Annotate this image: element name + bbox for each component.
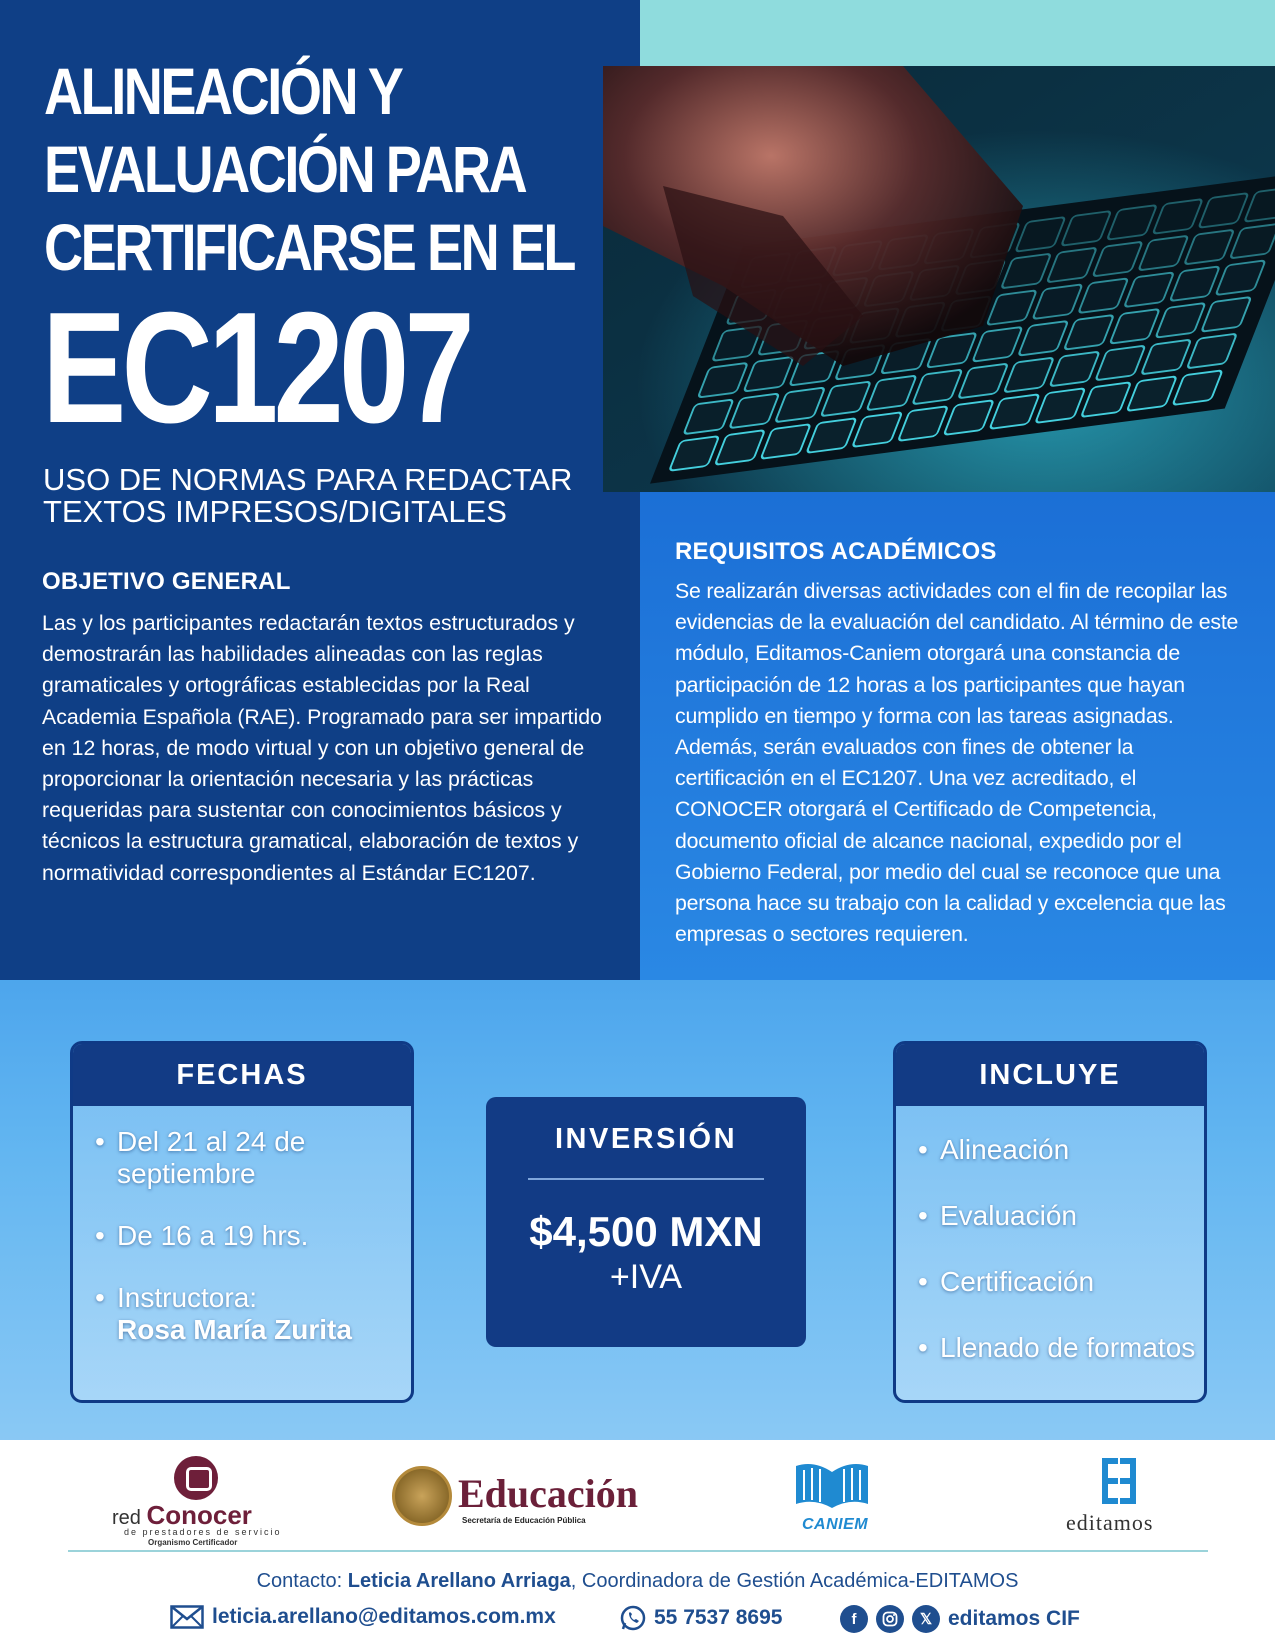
contact-person: Leticia Arellano Arriaga	[347, 1570, 571, 1592]
subtitle-line-2: TEXTOS IMPRESOS/DIGITALES	[43, 494, 507, 529]
whatsapp-icon	[620, 1605, 646, 1631]
incluye-item-alineacion: • Alineación	[918, 1134, 1204, 1166]
conocer-mark-icon	[174, 1456, 218, 1500]
instructor-name: Rosa María Zurita	[117, 1314, 352, 1345]
fechas-list	[73, 1106, 411, 1346]
requisitos-section	[675, 538, 1245, 950]
requisitos-heading: REQUISITOS ACADÉMICOS	[675, 538, 997, 565]
keyboard-illustration	[603, 66, 1275, 492]
contact-label: Contacto:	[256, 1570, 343, 1592]
footer-divider	[68, 1550, 1208, 1552]
title-line-3: CERTIFICARSE EN EL	[44, 210, 575, 284]
sep-wordmark: Educación	[458, 1471, 639, 1516]
sep-subtitle: Secretaría de Educación Pública	[462, 1516, 586, 1525]
objetivo-section	[42, 568, 602, 889]
subtitle-line-1: USO DE NORMAS PARA REDACTAR	[43, 462, 573, 497]
course-subtitle	[43, 464, 623, 528]
caniem-logo	[790, 1458, 874, 1538]
red-conocer-logo	[112, 1452, 287, 1547]
inversion-heading: INVERSIÓN	[554, 1123, 738, 1155]
teal-accent-band	[625, 0, 1275, 66]
inversion-card	[486, 1097, 806, 1347]
incluye-item-formatos: • Llenado de formatos	[918, 1332, 1204, 1364]
instructor-label: Instructora:	[117, 1282, 258, 1313]
incluye-item-evaluacion: • Evaluación	[918, 1200, 1204, 1232]
conocer-tagline: de prestadores de servicio	[124, 1527, 282, 1537]
open-book-icon	[792, 1458, 872, 1510]
national-seal-icon	[392, 1466, 452, 1526]
contact-role: , Coordinadora de Gestión Académica-EDITAMOS	[570, 1570, 1019, 1592]
objetivo-body: Las y los participantes redactarán textos estructurados y demostrarán las habilidades alineadas con las reglas gramaticales y ortográficas establecidas por la Real Academia Española (RAE). Programado para ser impartido en 12 horas, de modo virtual y con un objetivo general de proporcionar la orientación necesaria y las prácticas requeridas para sustentar con conocimientos básicos y técnicos la estructura gramatical, elaboración de textos y normatividad correspondientes al Estándar EC1207.	[42, 611, 602, 885]
keyboard-hands-photo	[603, 66, 1275, 492]
conocer-name: Conocer	[146, 1500, 252, 1530]
social-contact[interactable]	[840, 1605, 1080, 1633]
incluye-list	[896, 1106, 1204, 1364]
incluye-item-certificacion: • Certificación	[918, 1266, 1204, 1298]
email-link[interactable]: leticia.arellano@editamos.com.mx	[212, 1605, 556, 1628]
course-title	[44, 52, 604, 286]
caniem-wordmark: CANIEM	[802, 1516, 869, 1533]
conocer-tagline-2: Organismo Certificador	[148, 1538, 238, 1547]
inversion-price: $4,500 MXN	[529, 1208, 763, 1255]
facebook-icon[interactable]: f	[840, 1605, 868, 1633]
editamos-mark-icon	[1102, 1458, 1136, 1504]
sep-logo	[392, 1466, 657, 1536]
contact-details	[170, 1605, 1110, 1639]
instagram-icon[interactable]	[876, 1605, 904, 1633]
inversion-tax: +IVA	[609, 1258, 683, 1296]
standard-code: EC1207	[42, 280, 470, 456]
contact-line	[0, 1570, 1275, 1593]
fechas-heading: FECHAS	[73, 1044, 411, 1106]
social-handle[interactable]: editamos CIF	[948, 1607, 1080, 1630]
title-line-2: EVALUACIÓN PARA	[44, 132, 526, 206]
conocer-prefix: red	[112, 1507, 141, 1529]
editamos-wordmark: editamos	[1066, 1510, 1154, 1535]
incluye-heading: INCLUYE	[896, 1044, 1204, 1106]
fechas-item-dates: • Del 21 al 24 de septiembre	[95, 1126, 411, 1190]
phone-number[interactable]: 55 7537 8695	[654, 1606, 783, 1629]
title-line-1: ALINEACIÓN Y	[44, 54, 402, 128]
x-icon[interactable]: 𝕏	[912, 1605, 940, 1633]
requisitos-body: Se realizarán diversas actividades con el fin de recopilar las evidencias de la evaluación del candidato. Al término de este módulo, Editamos-Caniem otorgará una constancia de participación de 12 horas a los participantes que hayan cumplido en tiempo y forma con las tareas asignadas. Además, serán evaluados con fines de obtener la certificación en el EC1207. Una vez acreditado, el CONOCER otorgará el Certificado de Competencia, documento oficial de alcance nacional, expedido por el Gobierno Federal, por medio del cual se reconoce que una persona hace su trabajo con la calidad y excelencia que las empresas o sectores requieren.	[675, 579, 1239, 947]
fechas-card	[70, 1041, 414, 1403]
footer	[0, 1440, 1275, 1650]
envelope-icon	[170, 1605, 204, 1629]
editamos-logo	[1060, 1458, 1180, 1542]
incluye-card	[893, 1041, 1207, 1403]
fechas-item-time: • De 16 a 19 hrs.	[95, 1220, 411, 1252]
objetivo-heading: OBJETIVO GENERAL	[42, 568, 291, 595]
phone-contact[interactable]	[620, 1605, 782, 1631]
email-contact[interactable]	[170, 1605, 556, 1629]
fechas-item-instructor	[95, 1282, 411, 1346]
